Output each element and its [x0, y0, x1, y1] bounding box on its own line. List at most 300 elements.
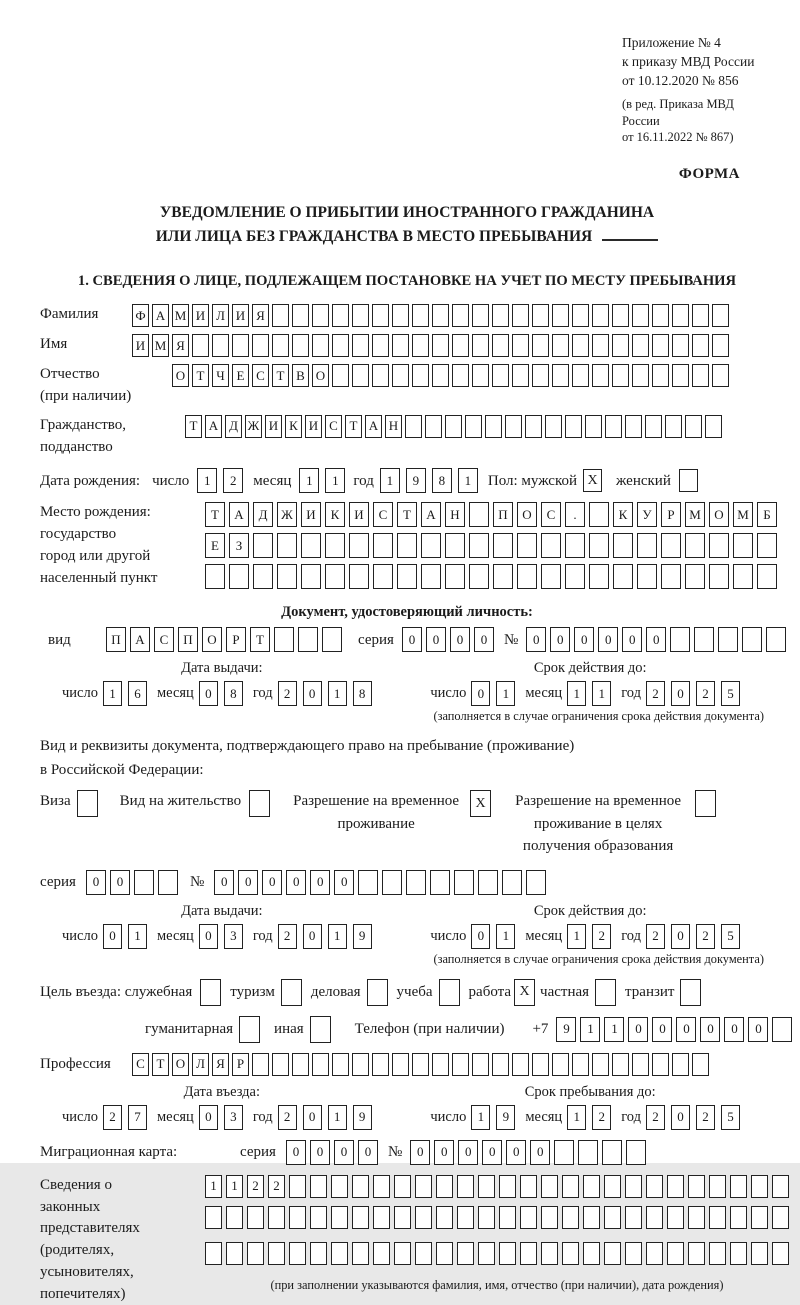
char-cell: Е [205, 533, 225, 558]
char-cell [692, 304, 709, 327]
char-cell [247, 1242, 264, 1265]
char-cell: О [172, 364, 189, 387]
blank-underline [602, 226, 658, 241]
char-cell [332, 304, 349, 327]
char-cell: 0 [199, 1105, 218, 1130]
char-cell [252, 1053, 269, 1076]
expiry-month-cells [567, 681, 611, 706]
char-cell: М [733, 502, 753, 527]
char-cell: 0 [458, 1140, 478, 1165]
char-cell [565, 564, 585, 589]
char-cell: Т [397, 502, 417, 527]
representatives-row-3 [205, 1242, 789, 1265]
char-cell [432, 334, 449, 357]
char-cell [688, 1206, 705, 1229]
char-cell [310, 1242, 327, 1265]
issue-month-cells [199, 681, 243, 706]
char-cell [492, 334, 509, 357]
char-cell [325, 564, 345, 589]
birth-year-cells [380, 468, 478, 493]
char-cell [592, 334, 609, 357]
char-cell [412, 304, 429, 327]
char-cell: 0 [410, 1140, 430, 1165]
char-cell: А [229, 502, 249, 527]
char-cell [454, 870, 474, 895]
char-cell [253, 564, 273, 589]
char-cell: 0 [402, 627, 422, 652]
char-cell: 0 [450, 627, 470, 652]
char-cell: 2 [268, 1175, 285, 1198]
expiry-year-cells [646, 681, 740, 706]
residence-issue-month-cells [199, 924, 243, 949]
expiry-note: (заполняется в случае ограничения срока действия документа) [433, 709, 764, 724]
char-cell: 0 [86, 870, 106, 895]
char-cell [205, 1242, 222, 1265]
birth-place-row-3 [205, 564, 777, 589]
char-cell [478, 1206, 495, 1229]
residence-series-cells [86, 870, 178, 895]
temp-residence-education-label: Разрешение на временное проживание в целях получения образования [515, 793, 682, 855]
citizenship-row [40, 415, 774, 459]
char-cell [405, 415, 422, 438]
residence-expiry-day-cells [471, 924, 515, 949]
char-cell [688, 1242, 705, 1265]
char-cell [672, 334, 689, 357]
char-cell: Н [385, 415, 402, 438]
char-cell: 2 [646, 1105, 665, 1130]
char-cell: 9 [496, 1105, 515, 1130]
char-cell [352, 1053, 369, 1076]
char-cell [625, 415, 642, 438]
char-cell [472, 364, 489, 387]
char-cell: 9 [556, 1017, 576, 1042]
char-cell [289, 1175, 306, 1198]
char-cell [592, 1053, 609, 1076]
char-cell [632, 364, 649, 387]
char-cell [352, 1206, 369, 1229]
visa-checkbox [77, 790, 98, 817]
char-cell [772, 1017, 792, 1042]
char-cell: П [178, 627, 198, 652]
char-cell: 0 [530, 1140, 550, 1165]
char-cell: 0 [506, 1140, 526, 1165]
char-cell: Р [232, 1053, 249, 1076]
char-cell [392, 304, 409, 327]
char-cell: 5 [721, 1105, 740, 1130]
issue-heading: Дата выдачи: [181, 660, 263, 677]
char-cell: М [152, 334, 169, 357]
char-cell: 0 [676, 1017, 696, 1042]
char-cell: О [709, 502, 729, 527]
char-cell [373, 1242, 390, 1265]
entry-year-cells [278, 1105, 372, 1130]
char-cell [526, 870, 546, 895]
char-cell [751, 1242, 768, 1265]
char-cell [667, 1242, 684, 1265]
char-cell [352, 334, 369, 357]
char-cell [520, 1175, 537, 1198]
char-cell [425, 415, 442, 438]
char-cell [272, 1053, 289, 1076]
series-label: серия [40, 874, 76, 891]
char-cell [478, 1242, 495, 1265]
identity-doc-row [40, 627, 774, 652]
char-cell [493, 533, 513, 558]
entry-day-cells [103, 1105, 147, 1130]
char-cell: 5 [721, 681, 740, 706]
char-cell: 0 [550, 627, 570, 652]
residence-issue-day-cells [103, 924, 147, 949]
char-cell [517, 564, 537, 589]
patronymic-cells [172, 364, 729, 387]
char-cell [646, 1175, 663, 1198]
char-cell: 0 [622, 627, 642, 652]
char-cell [492, 304, 509, 327]
char-cell: Т [345, 415, 362, 438]
char-cell: . [565, 502, 585, 527]
char-cell [632, 304, 649, 327]
representatives-block [40, 1175, 774, 1305]
char-cell: 8 [432, 468, 452, 493]
char-cell: А [205, 415, 222, 438]
char-cell [554, 1140, 574, 1165]
char-cell: 0 [110, 870, 130, 895]
char-cell: З [229, 533, 249, 558]
char-cell: 9 [406, 468, 426, 493]
char-cell: Д [253, 502, 273, 527]
char-cell [525, 415, 542, 438]
char-cell: 0 [199, 924, 218, 949]
char-cell [625, 1175, 642, 1198]
char-cell: Т [272, 364, 289, 387]
char-cell [688, 1175, 705, 1198]
char-cell [478, 870, 498, 895]
entry-dates [40, 1084, 774, 1130]
char-cell: 3 [224, 924, 243, 949]
char-cell [730, 1242, 747, 1265]
char-cell [532, 304, 549, 327]
char-cell [692, 1053, 709, 1076]
char-cell: 0 [474, 627, 494, 652]
char-cell: П [493, 502, 513, 527]
char-cell: 0 [303, 681, 322, 706]
char-cell [541, 1242, 558, 1265]
char-cell [349, 533, 369, 558]
char-cell [552, 334, 569, 357]
char-cell [637, 564, 657, 589]
char-cell: С [154, 627, 174, 652]
amendment-line: (в ред. Приказа МВД России [622, 96, 734, 128]
char-cell: О [517, 502, 537, 527]
char-cell [445, 533, 465, 558]
char-cell [532, 334, 549, 357]
char-cell [452, 1053, 469, 1076]
birth-place-row-1 [205, 502, 777, 527]
char-cell [277, 533, 297, 558]
char-cell [352, 304, 369, 327]
residence-expiry-date: Срок действия до: число 0 1 месяц 1 2 год 2 0 2 5 [430, 903, 750, 949]
char-cell: 1 [103, 681, 122, 706]
char-cell [272, 334, 289, 357]
char-cell [332, 364, 349, 387]
char-cell [572, 304, 589, 327]
char-cell: 1 [458, 468, 478, 493]
char-cell: 0 [214, 870, 234, 895]
char-cell: И [132, 334, 149, 357]
char-cell: 2 [646, 681, 665, 706]
char-cell [310, 1206, 327, 1229]
residence-number-cells [214, 870, 546, 895]
char-cell [652, 364, 669, 387]
char-cell [492, 1053, 509, 1076]
char-cell: М [172, 304, 189, 327]
char-cell [436, 1175, 453, 1198]
char-cell: С [373, 502, 393, 527]
residence-doc-serial-row [40, 870, 774, 895]
purpose-tourism-checkbox [281, 979, 302, 1006]
char-cell [661, 533, 681, 558]
char-cell: 2 [278, 924, 297, 949]
char-cell [583, 1242, 600, 1265]
char-cell [226, 1206, 243, 1229]
identity-doc-heading: Документ, удостоверяющий личность: [281, 604, 533, 621]
char-cell [412, 1053, 429, 1076]
char-cell [694, 627, 714, 652]
temp-residence-education-checkbox [695, 790, 716, 817]
char-cell [712, 334, 729, 357]
char-cell [205, 1206, 222, 1229]
char-cell: Р [226, 627, 246, 652]
form-label: ФОРМА [678, 166, 740, 183]
char-cell [613, 564, 633, 589]
migration-number-cells [410, 1140, 646, 1165]
profession-cells [132, 1053, 709, 1076]
char-cell: 1 [128, 924, 147, 949]
char-cell [394, 1242, 411, 1265]
char-cell: 2 [646, 924, 665, 949]
char-cell [589, 564, 609, 589]
char-cell [632, 334, 649, 357]
purpose-business-checkbox [367, 979, 388, 1006]
char-cell: П [106, 627, 126, 652]
char-cell [709, 1175, 726, 1198]
char-cell: С [541, 502, 561, 527]
char-cell: 0 [574, 627, 594, 652]
char-cell [512, 1053, 529, 1076]
residence-issue-year-cells [278, 924, 372, 949]
profession-row [40, 1053, 774, 1076]
char-cell [372, 334, 389, 357]
char-cell [652, 304, 669, 327]
char-cell [672, 304, 689, 327]
purpose-transit-checkbox [680, 979, 701, 1006]
representatives-row-2 [205, 1206, 789, 1229]
char-cell: Н [445, 502, 465, 527]
char-cell [604, 1206, 621, 1229]
char-cell [562, 1242, 579, 1265]
char-cell [372, 1053, 389, 1076]
char-cell [372, 304, 389, 327]
char-cell [565, 533, 585, 558]
char-cell [751, 1175, 768, 1198]
char-cell: 1 [328, 924, 347, 949]
stay-day-cells [471, 1105, 515, 1130]
number-label: № [387, 1144, 403, 1161]
char-cell [430, 870, 450, 895]
char-cell [332, 1053, 349, 1076]
char-cell: Ф [132, 304, 149, 327]
purpose-other: иная [274, 1016, 331, 1043]
char-cell [272, 304, 289, 327]
char-cell: 1 [380, 468, 400, 493]
stay-until-date: Срок пребывания до: число 1 9 месяц 1 2 год 2 0 2 5 [430, 1084, 750, 1130]
residence-expiry-note: (заполняется в случае ограничения срока действия документа) [433, 951, 764, 966]
char-cell [612, 364, 629, 387]
title-line-2: ИЛИ ЛИЦА БЕЗ ГРАЖДАНСТВА В МЕСТО ПРЕБЫВАНИЯ [40, 225, 774, 249]
char-cell [289, 1206, 306, 1229]
char-cell [665, 415, 682, 438]
char-cell [712, 304, 729, 327]
char-cell [277, 564, 297, 589]
char-cell [415, 1206, 432, 1229]
char-cell: У [637, 502, 657, 527]
identity-doc-dates [40, 660, 774, 706]
citizenship-cells [185, 415, 722, 438]
char-cell: Ч [212, 364, 229, 387]
residence-doc-dates [40, 903, 774, 949]
residence-expiry-month-cells [567, 924, 611, 949]
char-cell: 0 [471, 924, 490, 949]
char-cell: 8 [224, 681, 243, 706]
section-1-heading: 1. СВЕДЕНИЯ О ЛИЦЕ, ПОДЛЕЖАЩЕМ ПОСТАНОВКЕ НА УЧЕТ ПО МЕСТУ ПРЕБЫВАНИЯ [77, 273, 737, 290]
visit-purpose-row-1 [40, 979, 774, 1006]
char-cell: 2 [592, 924, 611, 949]
char-cell [685, 533, 705, 558]
char-cell [352, 1242, 369, 1265]
char-cell [613, 533, 633, 558]
char-cell: Т [192, 364, 209, 387]
title-line-1: УВЕДОМЛЕНИЕ О ПРИБЫТИИ ИНОСТРАННОГО ГРАЖДАНИНА [159, 204, 655, 222]
char-cell: 0 [646, 627, 666, 652]
phone-prefix: +7 [532, 1021, 549, 1038]
char-cell [452, 304, 469, 327]
year-label: год [353, 472, 374, 489]
char-cell: 1 [592, 681, 611, 706]
purpose-official-checkbox [200, 979, 221, 1006]
char-cell [253, 533, 273, 558]
char-cell [541, 533, 561, 558]
char-cell: 2 [696, 1105, 715, 1130]
char-cell: 1 [328, 1105, 347, 1130]
visit-purpose-row-2 [40, 1016, 774, 1043]
char-cell [604, 1242, 621, 1265]
char-cell [392, 364, 409, 387]
purpose-private: частная [540, 979, 616, 1006]
char-cell [757, 564, 777, 589]
doc-kind-cells [106, 627, 342, 652]
char-cell: 0 [286, 870, 306, 895]
residence-permit-checkbox [249, 790, 270, 817]
char-cell: 0 [434, 1140, 454, 1165]
char-cell: 1 [325, 468, 345, 493]
char-cell [373, 1175, 390, 1198]
char-cell: 1 [328, 681, 347, 706]
month-label: месяц [253, 472, 292, 489]
char-cell: Т [152, 1053, 169, 1076]
char-cell: И [192, 304, 209, 327]
residence-permit-label: Вид на жительство [119, 793, 242, 810]
char-cell: Я [172, 334, 189, 357]
purpose-work: работа X [469, 979, 536, 1006]
char-cell: 0 [262, 870, 282, 895]
char-cell [572, 334, 589, 357]
char-cell [672, 364, 689, 387]
char-cell [612, 304, 629, 327]
char-cell [445, 415, 462, 438]
char-cell [733, 564, 753, 589]
char-cell: 1 [496, 681, 515, 706]
char-cell [532, 1053, 549, 1076]
char-cell [652, 1053, 669, 1076]
char-cell [358, 870, 378, 895]
char-cell [552, 304, 569, 327]
char-cell: 1 [226, 1175, 243, 1198]
char-cell: 1 [567, 1105, 586, 1130]
char-cell: К [325, 502, 345, 527]
char-cell [247, 1206, 264, 1229]
char-cell: И [305, 415, 322, 438]
char-cell [310, 1175, 327, 1198]
char-cell [469, 502, 489, 527]
char-cell [712, 364, 729, 387]
page-title [40, 201, 774, 249]
char-cell: 0 [671, 681, 690, 706]
residence-expiry-year-cells [646, 924, 740, 949]
char-cell [517, 533, 537, 558]
char-cell [331, 1175, 348, 1198]
char-cell [605, 415, 622, 438]
char-cell: 0 [598, 627, 618, 652]
char-cell: К [613, 502, 633, 527]
representatives-row-1 [205, 1175, 789, 1198]
char-cell [406, 870, 426, 895]
char-cell [268, 1206, 285, 1229]
char-cell [730, 1206, 747, 1229]
birth-place-row-2 [205, 533, 777, 558]
phone-label: Телефон (при наличии) [354, 1021, 505, 1038]
char-cell [661, 564, 681, 589]
temp-residence-checkbox: X [470, 790, 491, 817]
char-cell: Б [757, 502, 777, 527]
char-cell: 0 [724, 1017, 744, 1042]
sex-male-checkbox: X [583, 469, 602, 492]
char-cell: 2 [696, 681, 715, 706]
char-cell [268, 1242, 285, 1265]
residence-issue-date: Дата выдачи: число 0 1 месяц 0 3 год 2 0 1 9 [62, 903, 382, 949]
char-cell [499, 1175, 516, 1198]
char-cell [322, 627, 342, 652]
char-cell [312, 304, 329, 327]
char-cell: 1 [496, 924, 515, 949]
char-cell [232, 334, 249, 357]
char-cell [436, 1206, 453, 1229]
doc-number-cells [526, 627, 786, 652]
char-cell [493, 564, 513, 589]
char-cell [578, 1140, 598, 1165]
char-cell [572, 364, 589, 387]
char-cell [436, 1242, 453, 1265]
char-cell: 1 [580, 1017, 600, 1042]
